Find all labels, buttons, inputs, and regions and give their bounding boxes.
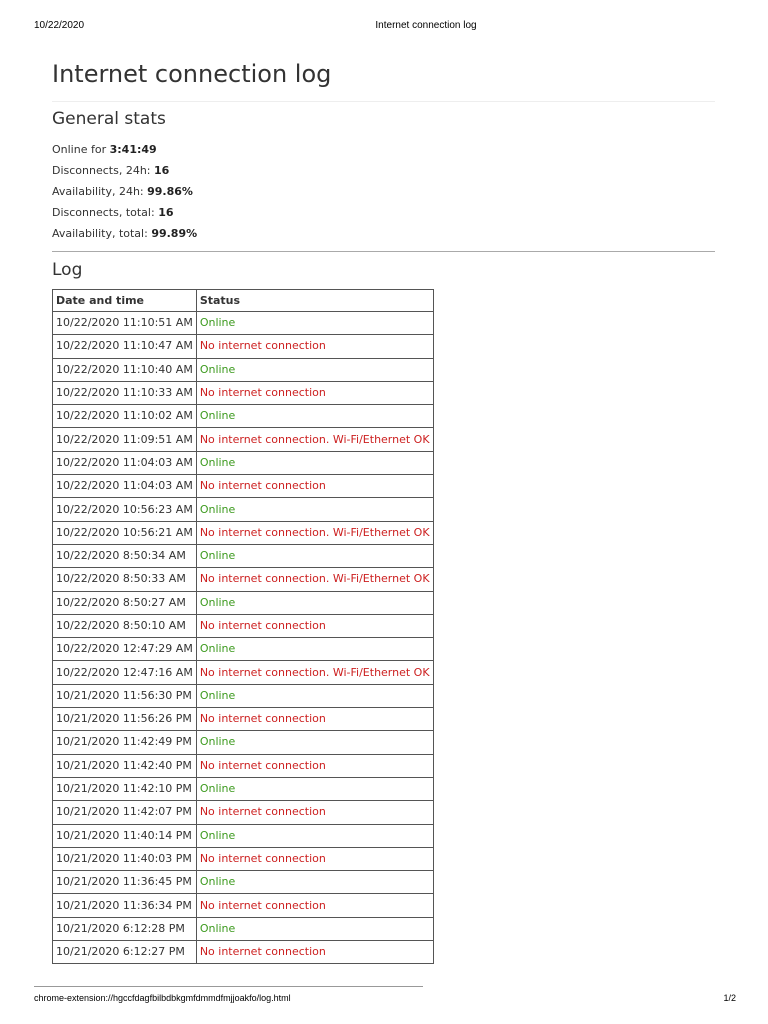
log-status-cell: Online (196, 498, 433, 521)
log-time-cell: 10/21/2020 11:56:30 PM (53, 684, 197, 707)
table-row (53, 708, 434, 731)
stat-label: Availability, 24h: (52, 185, 148, 198)
print-doc-title: Internet connection log (375, 20, 477, 31)
table-row (53, 381, 434, 404)
stat-value: 16 (154, 164, 170, 177)
table-row (53, 777, 434, 800)
table-row (53, 824, 434, 847)
log-status-cell: Online (196, 824, 433, 847)
log-time-cell: 10/22/2020 10:56:23 AM (53, 498, 197, 521)
table-row (53, 405, 434, 428)
log-time-cell: 10/22/2020 11:04:03 AM (53, 451, 197, 474)
log-status-cell: No internet connection (196, 847, 433, 870)
log-status-cell: No internet connection (196, 708, 433, 731)
table-row (53, 568, 434, 591)
print-page-number: 1/2 (723, 993, 736, 1003)
log-status-cell: Online (196, 731, 433, 754)
table-row (53, 638, 434, 661)
log-time-cell: 10/22/2020 12:47:29 AM (53, 638, 197, 661)
log-status-cell: Online (196, 917, 433, 940)
table-row (53, 428, 434, 451)
print-date: 10/22/2020 (34, 20, 85, 31)
stat-label: Disconnects, total: (52, 206, 159, 219)
table-row (53, 544, 434, 567)
log-status-cell: No internet connection (196, 894, 433, 917)
section-divider (52, 251, 715, 252)
log-time-cell: 10/22/2020 11:04:03 AM (53, 475, 197, 498)
table-row (53, 614, 434, 637)
stat-value: 3:41:49 (109, 143, 157, 156)
log-time-cell: 10/21/2020 11:40:03 PM (53, 847, 197, 870)
table-row (53, 917, 434, 940)
column-header-date-time: Date and time (53, 290, 197, 312)
log-time-cell: 10/21/2020 6:12:27 PM (53, 941, 197, 964)
table-row (53, 358, 434, 381)
stat-value: 16 (158, 206, 174, 219)
log-time-cell: 10/21/2020 11:56:26 PM (53, 708, 197, 731)
log-status-cell: No internet connection (196, 941, 433, 964)
log-status-cell: No internet connection (196, 614, 433, 637)
log-status-cell: No internet connection. Wi-Fi/Ethernet OK (196, 428, 433, 451)
log-time-cell: 10/22/2020 11:09:51 AM (53, 428, 197, 451)
log-status-cell: Online (196, 358, 433, 381)
log-heading: Log (52, 260, 83, 280)
general-stats-list (52, 139, 197, 244)
log-time-cell: 10/21/2020 11:42:10 PM (53, 777, 197, 800)
log-time-cell: 10/22/2020 8:50:33 AM (53, 568, 197, 591)
table-row (53, 451, 434, 474)
table-row (53, 847, 434, 870)
log-status-cell: Online (196, 777, 433, 800)
table-row (53, 591, 434, 614)
table-row (53, 498, 434, 521)
log-time-cell: 10/22/2020 12:47:16 AM (53, 661, 197, 684)
table-row (53, 475, 434, 498)
log-table-header-row (53, 290, 434, 312)
log-status-cell: No internet connection (196, 335, 433, 358)
log-status-cell: Online (196, 871, 433, 894)
log-status-cell: Online (196, 591, 433, 614)
page-title: Internet connection log (52, 60, 332, 88)
log-status-cell: Online (196, 312, 433, 335)
stat-availability-total (52, 223, 197, 244)
table-row (53, 941, 434, 964)
log-status-cell: No internet connection. Wi-Fi/Ethernet OK (196, 661, 433, 684)
table-row (53, 335, 434, 358)
stat-online-for (52, 139, 197, 160)
stat-availability-24h (52, 181, 197, 202)
log-time-cell: 10/21/2020 11:36:34 PM (53, 894, 197, 917)
log-time-cell: 10/21/2020 11:42:07 PM (53, 801, 197, 824)
table-row (53, 312, 434, 335)
log-status-cell: Online (196, 405, 433, 428)
column-header-status: Status (196, 290, 433, 312)
log-status-cell: Online (196, 451, 433, 474)
log-status-cell: No internet connection. Wi-Fi/Ethernet OK (196, 521, 433, 544)
log-status-cell: No internet connection (196, 754, 433, 777)
log-time-cell: 10/22/2020 11:10:40 AM (53, 358, 197, 381)
log-time-cell: 10/22/2020 11:10:02 AM (53, 405, 197, 428)
table-row (53, 731, 434, 754)
log-time-cell: 10/21/2020 11:42:40 PM (53, 754, 197, 777)
log-status-cell: No internet connection (196, 381, 433, 404)
log-time-cell: 10/21/2020 11:42:49 PM (53, 731, 197, 754)
log-time-cell: 10/21/2020 11:40:14 PM (53, 824, 197, 847)
log-table-body (53, 312, 434, 964)
print-header (0, 20, 768, 34)
log-time-cell: 10/21/2020 11:36:45 PM (53, 871, 197, 894)
stat-value: 99.89% (151, 227, 198, 240)
stat-disconnects-24h (52, 160, 197, 181)
log-time-cell: 10/21/2020 6:12:28 PM (53, 917, 197, 940)
footer-divider (34, 986, 423, 987)
log-status-cell: No internet connection (196, 801, 433, 824)
table-row (53, 684, 434, 707)
log-time-cell: 10/22/2020 10:56:21 AM (53, 521, 197, 544)
log-time-cell: 10/22/2020 8:50:10 AM (53, 614, 197, 637)
table-row (53, 661, 434, 684)
stat-label: Availability, total: (52, 227, 152, 240)
log-status-cell: Online (196, 544, 433, 567)
table-row (53, 894, 434, 917)
table-row (53, 801, 434, 824)
stat-label: Online for (52, 143, 110, 156)
table-row (53, 754, 434, 777)
table-row (53, 871, 434, 894)
print-url: chrome-extension://hgccfdagfbilbdbkgmfdmmdfmjjoakfo/log.html (34, 993, 291, 1003)
log-status-cell: Online (196, 638, 433, 661)
log-table (52, 289, 434, 964)
table-row (53, 521, 434, 544)
log-time-cell: 10/22/2020 11:10:51 AM (53, 312, 197, 335)
log-status-cell: Online (196, 684, 433, 707)
stat-value: 99.86% (147, 185, 193, 198)
log-status-cell: No internet connection. Wi-Fi/Ethernet OK (196, 568, 433, 591)
stat-disconnects-total (52, 202, 197, 223)
log-time-cell: 10/22/2020 8:50:27 AM (53, 591, 197, 614)
log-time-cell: 10/22/2020 8:50:34 AM (53, 544, 197, 567)
log-time-cell: 10/22/2020 11:10:33 AM (53, 381, 197, 404)
general-stats-heading: General stats (52, 109, 166, 129)
log-time-cell: 10/22/2020 11:10:47 AM (53, 335, 197, 358)
stat-label: Disconnects, 24h: (52, 164, 155, 177)
title-divider (52, 101, 715, 102)
log-status-cell: No internet connection (196, 475, 433, 498)
